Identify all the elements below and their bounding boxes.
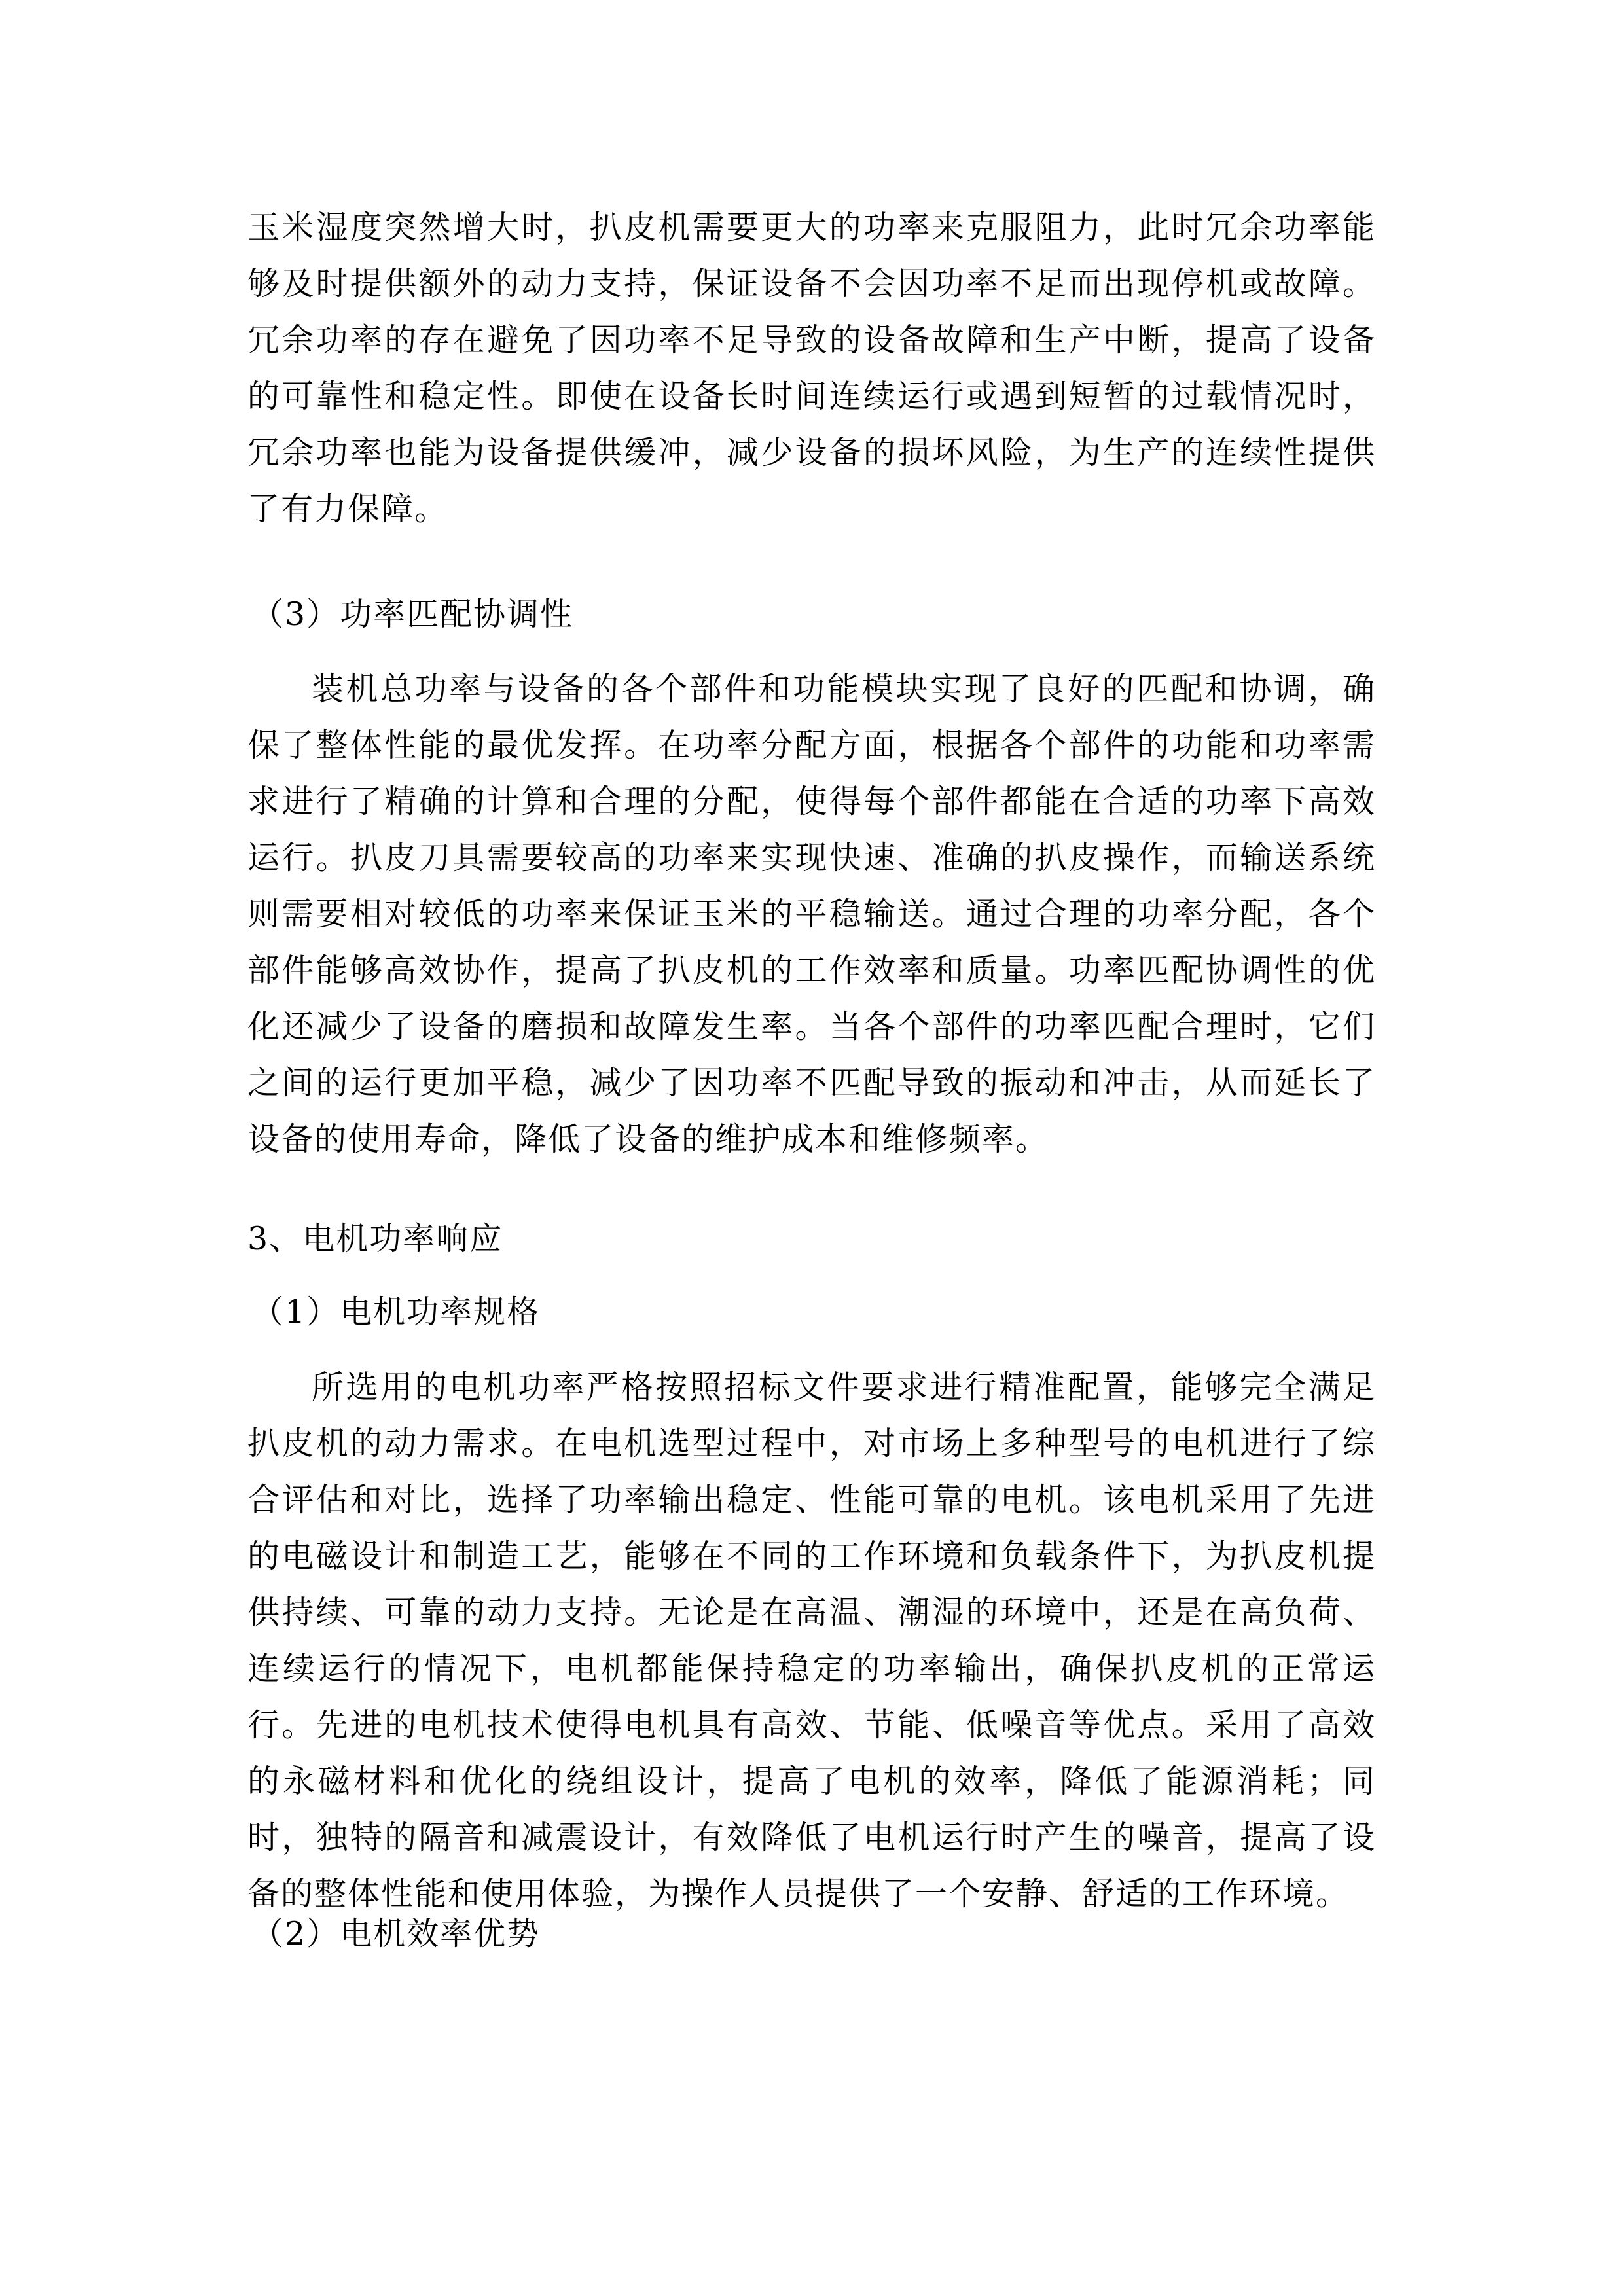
- heading-motor-power-response: 3、电机功率响应: [247, 1220, 503, 1257]
- paragraph-redundant-power: 玉米湿度突然增大时，扒皮机需要更大的功率来克服阻力，此时冗余功率能够及时提供额外的动力支持，保证设备不会因功率不足而出现停机或故障。冗余功率的存在避免了因功率不足导致的设备故障和生产中断，提高了设备的可靠性和稳定性。即使在设备长时间连续运行或遇到短暂的过载情况时，冗余功率也能为设备提供缓冲，减少设备的损坏风险，为生产的连续性提供了有力保障。: [247, 209, 1376, 528]
- heading-motor-power-spec: （1）电机功率规格: [251, 1293, 541, 1331]
- paragraph-power-matching: 装机总功率与设备的各个部件和功能模块实现了良好的匹配和协调，确保了整体性能的最优发挥。在功率分配方面，根据各个部件的功能和功率需求进行了精确的计算和合理的分配，使得每个部件都能在合适的功率下高效运行。扒皮刀具需要较高的功率来实现快速、准确的扒皮操作，而输送系统则需要相对较低的功率来保证玉米的平稳输送。通过合理的功率分配，各个部件能够高效协作，提高了扒皮机的工作效率和质量。功率匹配协调性的优化还减少了设备的磨损和故障发生率。当各个部件的功率匹配合理时，它们之间的运行更加平稳，减少了因功率不匹配导致的振动和冲击，从而延长了设备的使用寿命，降低了设备的维护成本和维修频率。: [247, 670, 1376, 1158]
- heading-motor-efficiency: （2）电机效率优势: [251, 1915, 541, 1952]
- paragraph-motor-power-spec: 所选用的电机功率严格按照招标文件要求进行精准配置，能够完全满足扒皮机的动力需求。在电机选型过程中，对市场上多种型号的电机进行了综合评估和对比，选择了功率输出稳定、性能可靠的电机。该电机采用了先进的电磁设计和制造工艺，能够在不同的工作环境和负载条件下，为扒皮机提供持续、可靠的动力支持。无论是在高温、潮湿的环境中，还是在高负荷、连续运行的情况下，电机都能保持稳定的功率输出，确保扒皮机的正常运行。先进的电机技术使得电机具有高效、节能、低噪音等优点。采用了高效的永磁材料和优化的绕组设计，提高了电机的效率，降低了能源消耗；同时，独特的隔音和减震设计，有效降低了电机运行时产生的噪音，提高了设备的整体性能和使用体验，为操作人员提供了一个安静、舒适的工作环境。: [247, 1369, 1376, 1912]
- heading-power-matching: （3）功率匹配协调性: [251, 596, 574, 633]
